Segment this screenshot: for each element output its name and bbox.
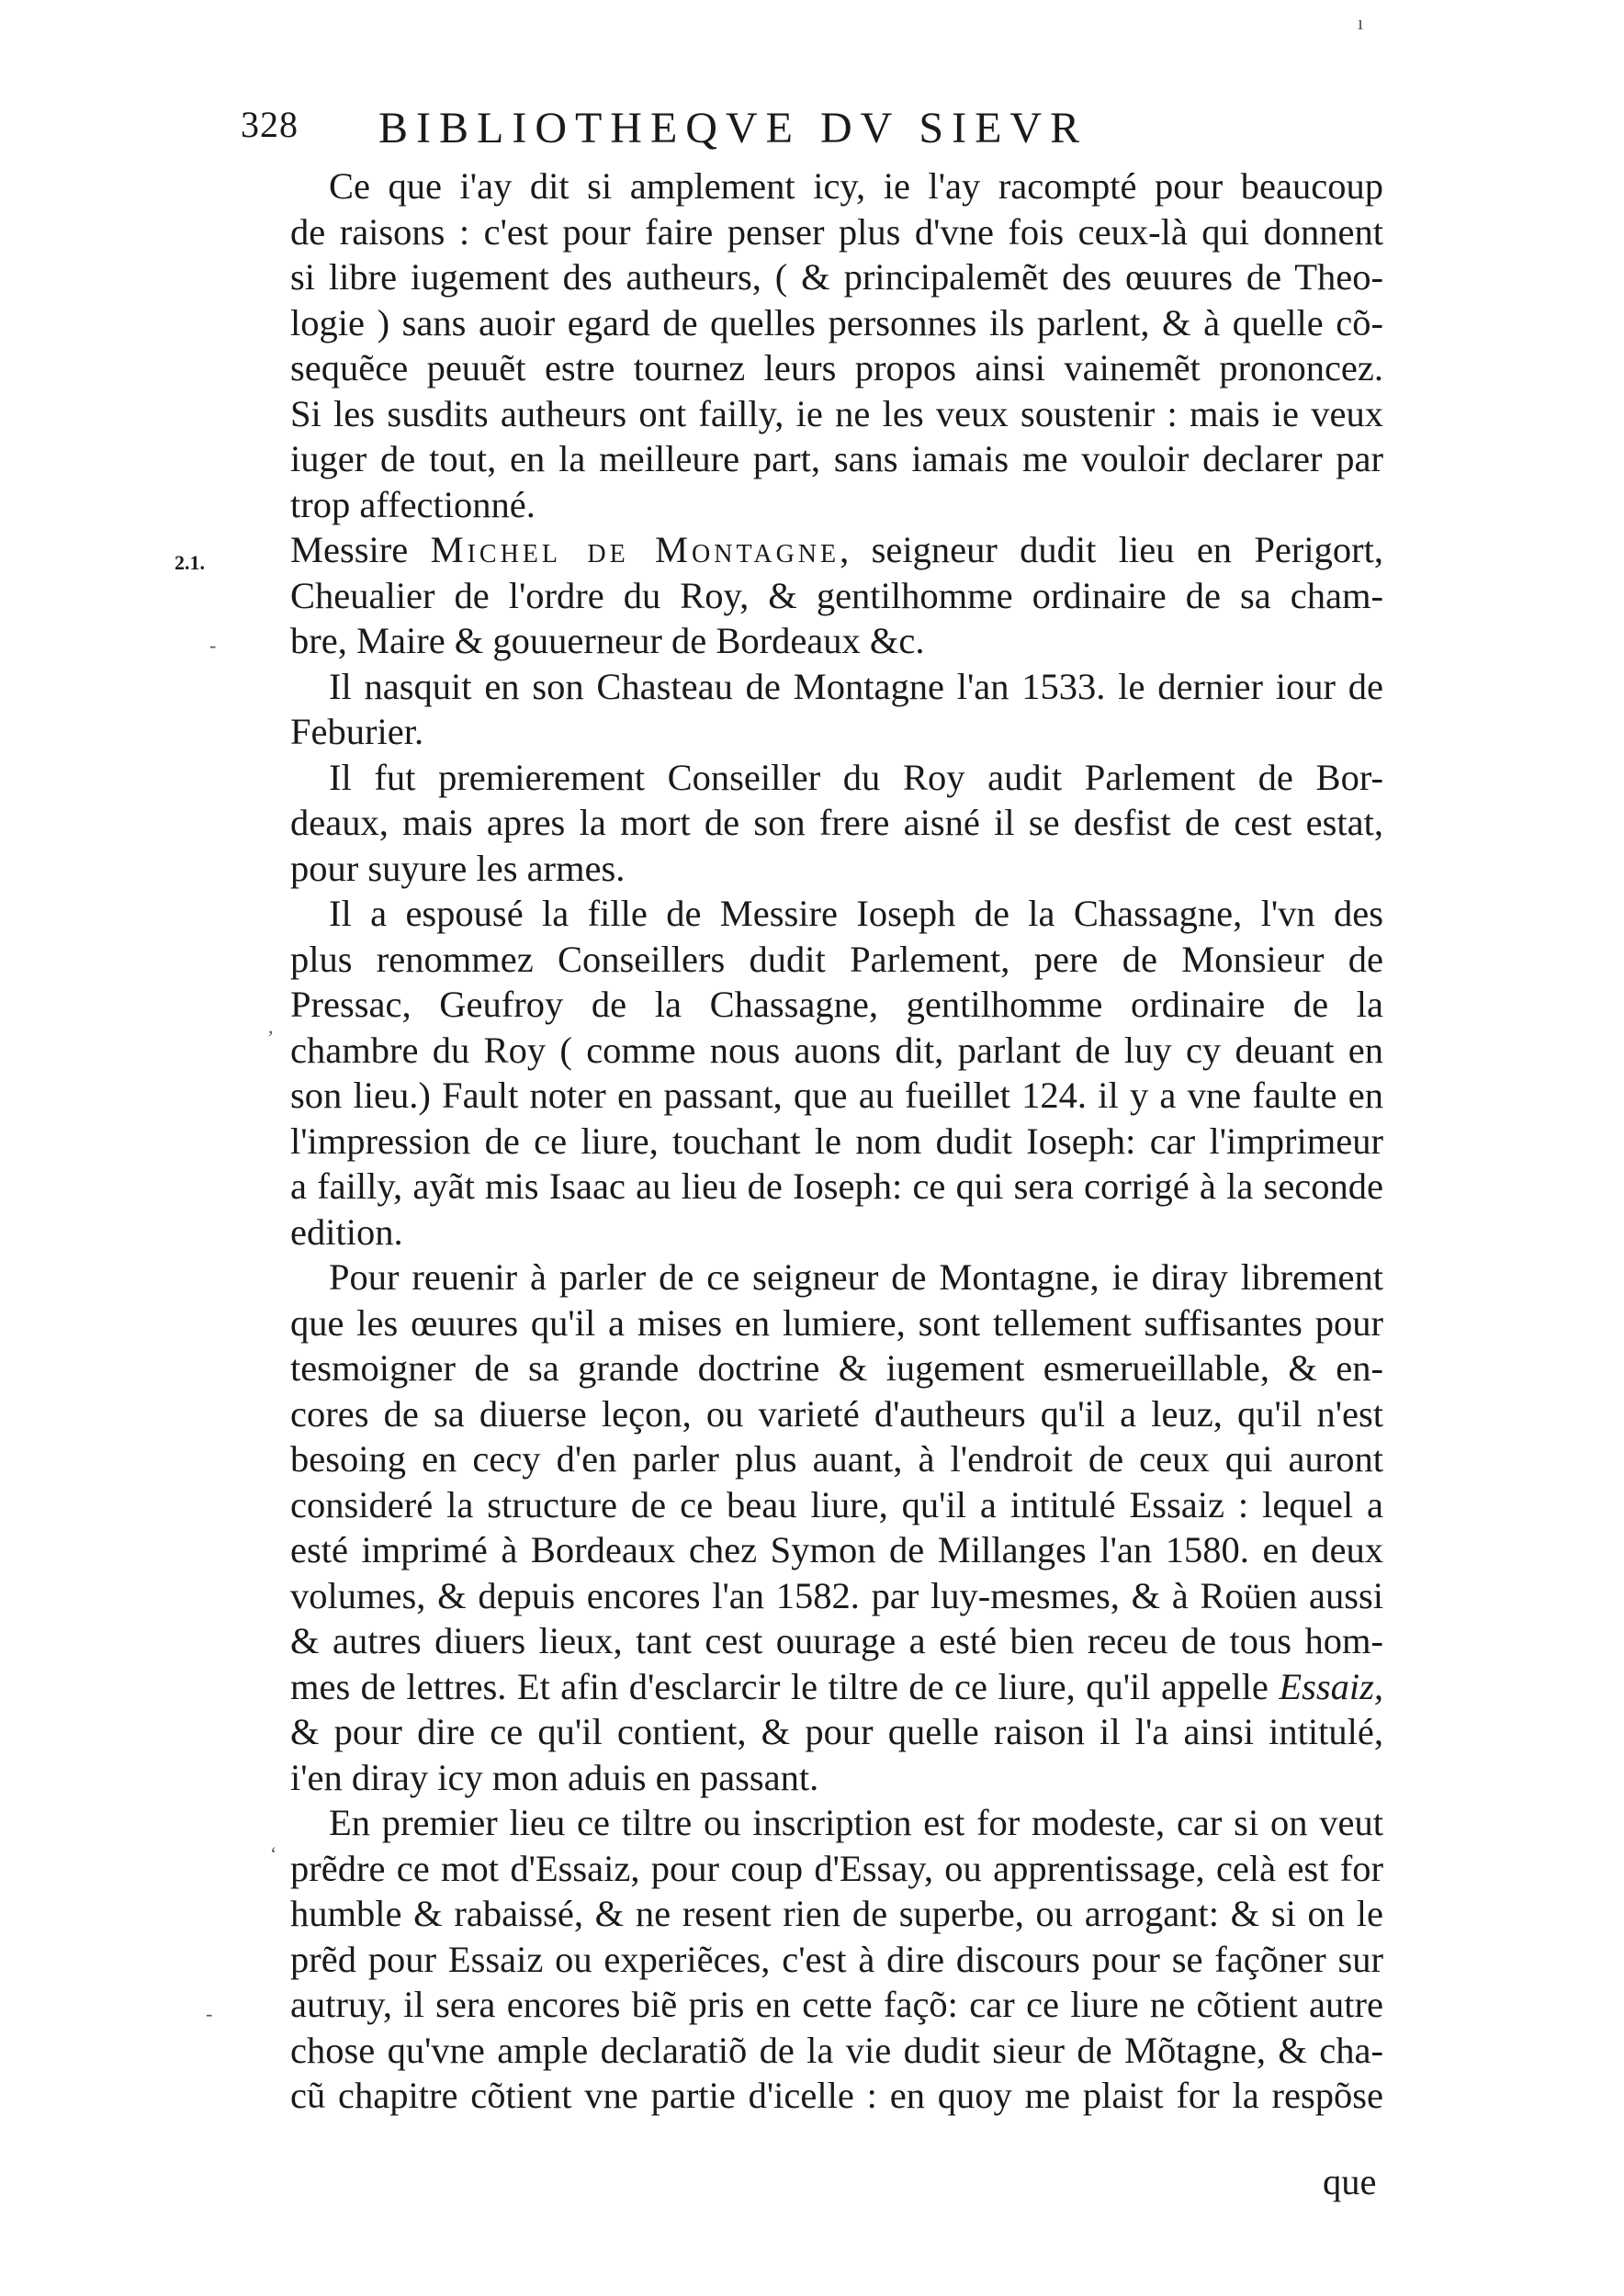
- text-line: de raisons : c'est pour faire penser plus d'vne fois ceux-là qui donnent: [290, 210, 1383, 253]
- entry-name: Michel de Montagne: [430, 529, 840, 570]
- text-line: tesmoigner de sa grande doctrine & iugement esmerueillable, & en-: [290, 1347, 1383, 1389]
- text-line: [290, 1664, 1383, 1710]
- text-line: Ce que i'ay dit si amplement icy, ie l'ay racompté pour beaucoup: [329, 165, 1383, 207]
- text-line: & autres diuers lieux, tant cest ouurage a esté bien receu de tous hom-: [290, 1620, 1383, 1661]
- text-line: Pressac, Geufroy de la Chassagne, gentilhomme ordinaire de la: [290, 984, 1383, 1025]
- paragraph: [290, 891, 1383, 1255]
- paragraph: [290, 1800, 1383, 2119]
- paragraph: [290, 163, 1383, 527]
- text-line: En premier lieu ce tiltre ou inscription est for modeste, car si on veut: [329, 1802, 1383, 1843]
- running-head: BIBLIOTHEQVE DV SIEVR: [378, 104, 1088, 152]
- text-line: Il a espousé la fille de Messire Ioseph de la Chassagne, l'vn des: [329, 893, 1383, 934]
- text-line: trop affectionné.: [290, 483, 536, 525]
- text-line: pour suyure les armes.: [290, 847, 626, 889]
- text-line: Cheualier de l'ordre du Roy, & gentilhomme ordinaire de sa cham-: [290, 574, 1383, 616]
- text-line: son lieu.) Fault noter en passant, que au fueillet 124. il y a vne faulte en: [290, 1075, 1383, 1116]
- text-line: besoing en cecy d'en parler plus auant, à l'endroit de ceux qui auront: [290, 1438, 1383, 1480]
- text-line: chambre du Roy ( comme nous auons dit, parlant de luy cy deuant en: [290, 1029, 1383, 1071]
- text-line: Feburier.: [290, 711, 424, 752]
- text-line: cores de sa diuerse leçon, ou varieté d'autheurs qu'il a leuz, qu'il n'est: [290, 1392, 1383, 1435]
- ink-speck: -: [206, 2002, 213, 2025]
- paragraph: [290, 664, 1383, 755]
- text-line: humble & rabaissé, & ne resent rien de superbe, ou arrogant: & si on le: [290, 1893, 1383, 1934]
- text-line: Pour reuenir à parler de ce seigneur de Montagne, ie diray librement: [329, 1256, 1383, 1298]
- text-line: bre, Maire & gouuerneur de Bordeaux &c.: [290, 620, 925, 661]
- marginal-note: 2.1.: [175, 551, 205, 574]
- text-line: esté imprimé à Bordeaux chez Symon de Millanges l'an 1580. en deux: [290, 1529, 1383, 1570]
- text-line: logie ) sans auoir egard de quelles personnes ils parlent, & à quelle cõ-: [290, 301, 1383, 343]
- text-line: Il fut premierement Conseiller du Roy audit Parlement de Bor-: [329, 756, 1383, 798]
- ink-speck: -: [209, 634, 217, 657]
- entry-heading-line: [290, 527, 1383, 573]
- text-line: si libre iugement des autheurs, ( & principalemẽt des œuures de Theo-: [290, 256, 1383, 298]
- text-line: prẽdre ce mot d'Essaiz, pour coup d'Essay, ou apprentissage, celà est for: [290, 1847, 1383, 1889]
- paragraph: [290, 1255, 1383, 1800]
- paragraph: [290, 755, 1383, 892]
- text-line: plus renommez Conseillers dudit Parlement, pere de Monsieur de: [290, 938, 1383, 980]
- text-line: edition.: [290, 1210, 403, 1253]
- entry-paragraph: [290, 527, 1383, 664]
- text-line: que les œuures qu'il a mises en lumiere, sont tellement suffisantes pour: [290, 1301, 1383, 1344]
- text-line: consideré la structure de ce beau liure, qu'il a intitulé Essaiz : lequel a: [290, 1483, 1383, 1525]
- text-line: l'impression de ce liure, touchant le nom dudit Ioseph: car l'imprimeur: [290, 1120, 1383, 1162]
- ink-speck: ı: [1358, 11, 1364, 34]
- entry-lead: Messire: [290, 529, 431, 570]
- text-line: sequẽce peuuẽt estre tournez leurs propos ainsi vainemẽt prononcez.: [290, 347, 1383, 388]
- text-line: cũ chapitre cõtient vne partie d'icelle : en quoy me plaist for la respõse: [290, 2075, 1383, 2116]
- text-line: autruy, il sera encores biẽ pris en cette façõ: car ce liure ne cõtient autre: [290, 1984, 1383, 2025]
- text-line: a failly, ayãt mis Isaac au lieu de Ioseph: ce qui sera corrigé à la seconde: [290, 1165, 1383, 1207]
- body-text: [290, 163, 1383, 2119]
- text-line: iuger de tout, en la meilleure part, sans iamais me vouloir declarer par: [290, 438, 1383, 479]
- page-header: [241, 103, 1251, 158]
- text-line: deaux, mais apres la mort de son frere aisné il se desfist de cest estat,: [290, 802, 1383, 843]
- ink-speck: ʻ: [270, 1842, 277, 1865]
- text-line: & pour dire ce qu'il contient, & pour quelle raison il l'a ainsi intitulé,: [290, 1711, 1383, 1752]
- page-number: 328: [241, 104, 299, 145]
- text-line-part: mes de lettres. Et afin d'esclarcir le tiltre de ce liure, qu'il appelle: [290, 1665, 1280, 1707]
- text-line: prẽd pour Essaiz ou experiẽces, c'est à dire discours pour se façõner sur: [290, 1938, 1383, 1980]
- ink-speck: ,: [268, 1015, 274, 1038]
- text-line: Si les susdits autheurs ont failly, ie ne les veux soustenir : mais ie veux: [290, 392, 1383, 434]
- text-line: volumes, & depuis encores l'an 1582. par luy-mesmes, & à Roüen aussi: [290, 1574, 1383, 1616]
- catchword: que: [1323, 2161, 1377, 2202]
- text-line: Il nasquit en son Chasteau de Montagne l'an 1533. le dernier iour de: [329, 665, 1383, 707]
- italic-title: Essaiz,: [1279, 1665, 1383, 1707]
- text-line: chose qu'vne ample declaratiõ de la vie dudit sieur de Mõtagne, & cha-: [290, 2029, 1383, 2071]
- entry-rest: , seigneur dudit lieu en Perigort,: [840, 529, 1383, 570]
- text-line: i'en diray icy mon aduis en passant.: [290, 1756, 819, 1798]
